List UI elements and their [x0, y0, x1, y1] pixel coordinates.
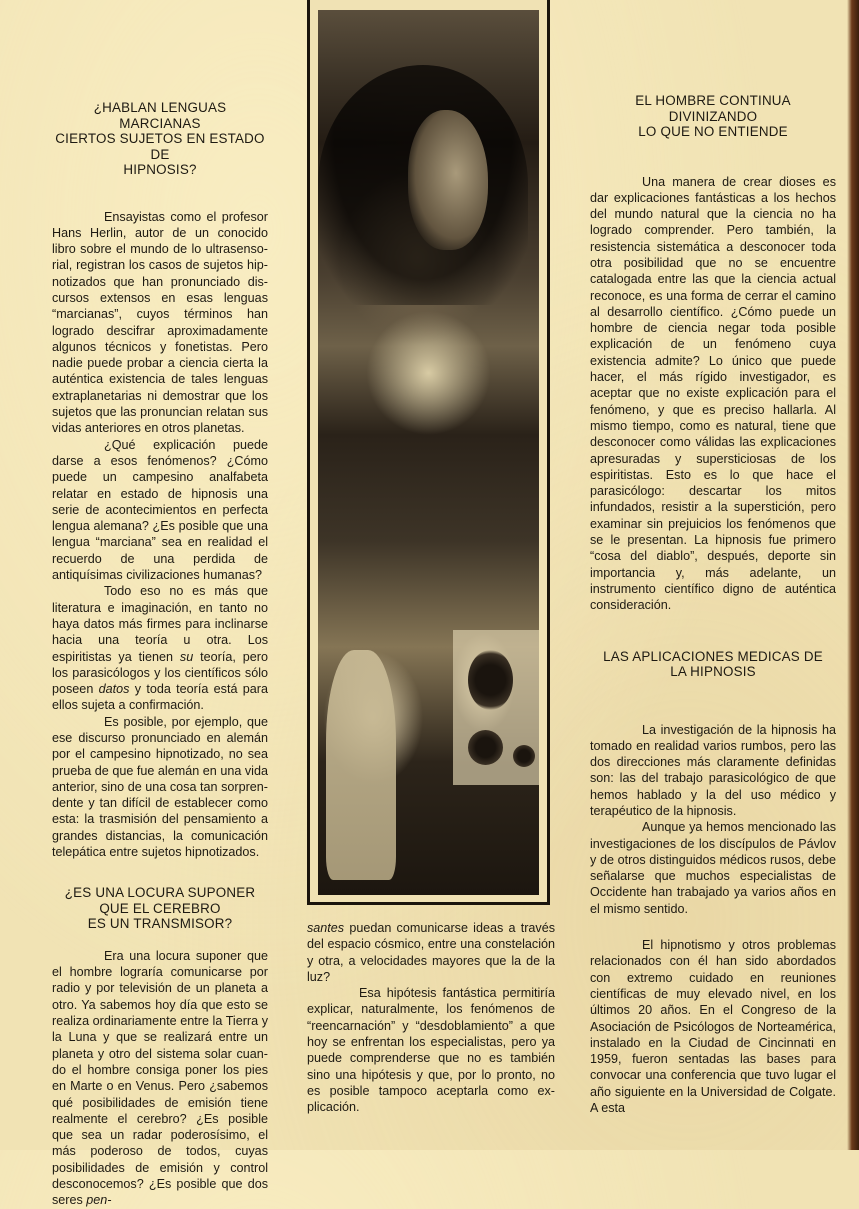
- page-binding-edge: [847, 0, 859, 1150]
- section-heading-marcianas: ¿HABLAN LENGUAS MARCIANAS CIERTOS SUJETOS EN ESTADO DE HIPNOSIS?: [55, 100, 265, 177]
- paragraph: Aunque ya hemos mencionado las investigaciones de los discípulos de Pávlov y de otros distinguidos médicos rusos, debe señalarse que muchos especialistas de Occidente han trabajado ya varios años en el mismo sentido.: [590, 820, 836, 916]
- section-heading-aplicaciones-medicas: LAS APLICACIONES MEDICAS DE LA HIPNOSIS: [603, 648, 823, 680]
- section-heading-cerebro-transmisor: ¿ES UNA LOCURA SUPONER QUE EL CEREBRO ES UN TRANSMISOR?: [64, 885, 256, 932]
- paragraph: Es posible, por ejemplo, que ese discurso pronunciado en alemán por el campesino hipnotizado, no sea prueba de que fue alemán en una vida anterior, sino de una cosa tan sorprendente y tan difícil de establecer como esta: la trasmisión del pensamiento a grandes distancias, la comunicación telepática entre sujetos hipnotizados.: [52, 714, 268, 860]
- paragraph: El hipnotismo y otros problemas relacionados con él han sido abordados con extremo cuidado en reuniones científicas de muy elevado nivel, en los últimos 20 años. En el Congreso de la Asociación de Psicólogos de Norteamérica, instalado en la Ciudad de Cincinnati en 1959, fueron sentadas las bases para convocar una conferencia que tuvo lugar el año siguiente en la Universidad de Colgate. A esta: [590, 938, 836, 1116]
- paragraph-gap: [590, 917, 836, 937]
- section-heading-divinizando: EL HOMBRE CONTINUA DIVINIZANDO LO QUE NO ENTIENDE: [635, 93, 791, 139]
- photo-dial: [513, 745, 535, 767]
- photo-face-shape: [408, 110, 488, 250]
- paragraph: Esa hipótesis fantástica permitiría explicar, naturalmente, los fenómenos de “reencarnación” y “desdoblamiento” a que hoy se enfrentan los especialistas, pero ya puede comprenderse que no es también sino una hipótesis y que, por lo pronto, no es posible tampoco aceptarla como explicación.: [307, 986, 555, 1115]
- hypnosis-photo: [318, 10, 539, 895]
- paragraph: Todo eso no es más que literatura e imaginación, en tanto no haya datos más firmes para inclinarse hacia una teoría u otra. Los espiritistas ya tienen su teoría, pero los parasicólogos y los científicos sólo poseen datos y toda teoría está para ellos sujeta a confirmación.: [52, 584, 268, 713]
- photo-dial: [468, 650, 513, 710]
- middle-column: [307, 920, 555, 1116]
- paragraph: ¿Qué explicación puede darse a esos fenómenos? ¿Cómo puede un campesino analfabeta relatar en estado de hipnosis una serie de acontecimientos en perfecta lengua alemana? ¿Es posible que una lengua “marciana” sea en realidad el recuerdo de una perdida de antiquísimas civilizaciones humanas?: [52, 437, 268, 583]
- left-column: [52, 100, 268, 1209]
- photo-dial: [468, 730, 503, 765]
- paragraph: Una manera de crear dioses es dar explicaciones fantásticas a los hechos del mundo natural que la ciencia no ha logrado comprender. Pero también, la resistencia sistemática a desconocer toda otra posibilidad que no se encuentre catalogada entre las que la ciencia actual reconoce, es una forma de cerrar el camino al desarrollo científico. ¿Cómo puede un hombre de ciencia negar toda posible explicación de un fenómeno cuya existencia admite? Lo único que puede hacer, el más rígido investigador, es aceptar que no existe explicación para el fenómeno, y que es preciso hallarla. Al mismo tiempo, como es natural, tiene que desconocer como válidas las explicaciones apresuradas y supersticiosas de los espiritistas. Esto es lo que hace el parasicólogo: descartar los mitos infundados, resistir a la superstición, pero examinar sin prejuicios los fenómenos que se le presentan. La hipnosis fue primero “cosa del diablo”, después, deporte sin importancia y, más adelante, un instrumento científico digno de auténtica consideración.: [590, 174, 836, 613]
- photo-frame: [307, 0, 550, 905]
- right-column: [590, 93, 836, 1116]
- photo-hand-shape: [326, 650, 396, 880]
- paragraph: La investigación de la hipnosis ha tomado en realidad varios rumbos, pero las dos direcciones más claramente definidas son: las del trabajo parasicológico de que hemos hablado y la del uso médico y terapéutico de la hipnosis.: [590, 722, 836, 818]
- paragraph: santes puedan comunicarse ideas a través del espacio cósmico, entre una constelación y otra, a velocidades mayores que la de la luz?: [307, 921, 555, 984]
- paragraph: Era una locura suponer que el hombre lograría comunicarse por radio y por televisión de un planeta a otro. Ya sabemos hoy día que esto se realiza ordinariamente entre la Tierra y la Luna y que se realizará entre un planeta y otro del sistema solar cuando el hombre consiga poner los pies en Marte o en Venus. Pero ¿sabemos qué posibilidades de emisión tiene realmente el cerebro? ¿Es posible que sea un radar poderosísimo, el más poderoso de todos, cuyas posibilidades de emisión y control desconocemos? ¿Es posible que dos seres pen-: [52, 948, 268, 1208]
- paragraph: Ensayistas como el profesor Hans Herlin, autor de un conocido libro sobre el mundo de lo ultrasensorial, registran los casos de sujetos hipnotizados que han pronunciado discursos extensos en esas lenguas “marcianas”, cuyos términos han logrado descifrar aproximadamente algunos técnicos y fonetistas. Pero nadie puede probar a ciencia cierta la auténtica existencia de tales lenguas extraplanetarias ni demostrar que los sujetos que las pronuncian relatan sus vidas anteriores en otros planetas.: [52, 209, 268, 436]
